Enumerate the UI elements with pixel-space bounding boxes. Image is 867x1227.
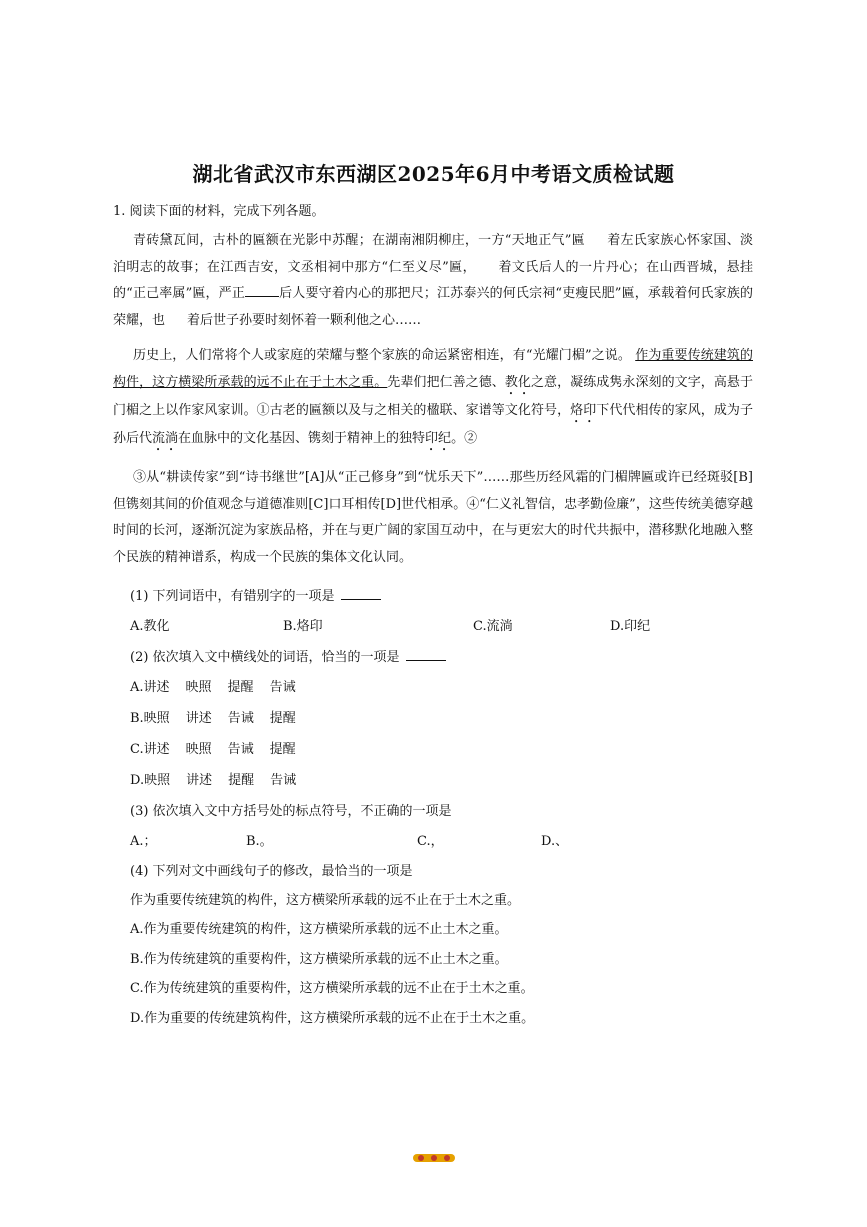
q1-option-d: D.印纪 <box>610 619 651 634</box>
q4-option-d: D.作为重要的传统建筑构件，这方横梁所承载的远不止在于土木之重。 <box>130 1011 535 1026</box>
q2-d-w3: 提醒 <box>228 773 255 788</box>
q1-stem-text: (1) 下列词语中，有错别字的一项是 <box>130 589 335 604</box>
q3-option-d: D.、 <box>541 834 569 849</box>
dotted-word-laoyin: 烙印 <box>570 402 597 418</box>
q1-option-b: B.烙印 <box>283 619 323 634</box>
q2-b-w2: 讲述 <box>185 711 212 726</box>
q3-option-c: C.， <box>417 834 444 849</box>
p1-c: 着文氏后人的一片丹心；在山西晋城，悬挂的“正己率属”匾，严正 <box>113 259 753 301</box>
question-intro: 1. 阅读下面的材料，完成下列各题。 <box>113 204 325 219</box>
p1-d: 后人要守着内心的那把尺；江苏泰兴的何氏宗祠“吏瘦民肥”匾，承载着何氏家族的荣耀，也 <box>113 286 754 328</box>
q2-c-w4: 提醒 <box>269 742 296 757</box>
paragraph-1 <box>113 228 753 334</box>
answer-blank <box>341 587 381 600</box>
dotted-word-liutang: 流淌 <box>152 430 179 446</box>
p2-b: 先辈们把仁善之德、 <box>387 374 505 390</box>
p2-a: 历史上，人们常将个人或家庭的荣耀与整个家族的命运紧密相连，有“光耀门楣”之说。 <box>133 348 631 363</box>
p2-c: 之意，凝练成隽永深刻的文字，高悬于门楣之上以作家风家训。①古老的匾额以及与之相关的楹联、家谱等文化符号， <box>113 374 753 418</box>
underlined-sentence: 作为重要传统建筑的构件，这方横梁所承载的远不止在于土木之重。 <box>113 348 753 390</box>
q3-option-b: B.。 <box>246 834 273 849</box>
q2-d-w4: 告诫 <box>270 773 297 788</box>
q4-stem: (4) 下列对文中画线句子的修改，最恰当的一项是 <box>130 864 413 879</box>
paragraph-2 <box>113 343 753 454</box>
q1-option-c: C.流淌 <box>473 619 513 634</box>
p1-b: 着左氏家族心怀家国、淡泊明志的故事；在江西吉安，文丞相祠中那方“仁至义尽”匾， <box>113 233 753 275</box>
dotted-word-yinji: 印纪 <box>425 430 452 446</box>
footer-logo-icon <box>413 1152 455 1164</box>
q2-c-w2: 映照 <box>185 742 212 757</box>
q4-option-c: C.作为传统建筑的重要构件，这方横梁所承载的远不止在于土木之重。 <box>130 981 534 996</box>
q2-a-w1: A.讲述 <box>130 680 170 695</box>
p1-a: 青砖黛瓦间，古朴的匾额在光影中苏醒；在湖南湘阴柳庄，一方“天地正气”匾 <box>133 233 585 248</box>
q2-b-w3: 告诫 <box>227 711 254 726</box>
q3-option-a: A.； <box>130 834 157 849</box>
q2-a-w3: 提醒 <box>227 680 254 695</box>
q2-option-a <box>130 676 312 695</box>
q4-option-a: A.作为重要传统建筑的构件，这方横梁所承载的远不止土木之重。 <box>130 922 508 937</box>
p1-e: 着后世子孙要时刻怀着一颗利他之心…… <box>187 312 422 328</box>
q2-a-w4: 告诫 <box>269 680 296 695</box>
p2-f: 。② <box>451 430 478 446</box>
q2-stem <box>130 646 446 665</box>
q1-stem <box>130 585 381 604</box>
q2-d-w1: D.映照 <box>130 773 171 788</box>
q2-b-w4: 提醒 <box>269 711 296 726</box>
q2-stem-text: (2) 依次填入文中横线处的词语，恰当的一项是 <box>130 650 400 665</box>
paragraph-3: ③从“耕读传家”到“诗书继世”[A]从“正己修身”到“忧乐天下”……那些历经风霜的门楣牌匾或许已经斑驳[B]但镌刻其间的价值观念与道德准则[C]口耳相传[D]世代相承。④“仁义礼智信，忠孝勤俭廉”，这些传统美德穿越时间的长河，逐渐沉淀为家族品格，并在与更广阔的家国互动中，在与更宏大的时代共振中，潜移默化地融入整个民族的精神谱系，构成一个民族的集体文化认同。 <box>113 470 753 565</box>
page-title: 湖北省武汉市东西湖区2025年6月中考语文质检试题 <box>192 162 675 186</box>
q3-stem: (3) 依次填入文中方括号处的标点符号，不正确的一项是 <box>130 804 452 819</box>
p2-d: 下代代相传的家风，成为子孙后代 <box>113 402 753 446</box>
answer-blank <box>406 648 446 661</box>
q2-b-w1: B.映照 <box>130 711 170 726</box>
dotted-word-jiaohua: 教化 <box>504 374 531 390</box>
q4-original-sentence: 作为重要传统建筑的构件，这方横梁所承载的远不止在于土木之重。 <box>130 893 521 908</box>
q4-option-b: B.作为传统建筑的重要构件，这方横梁所承载的远不止土木之重。 <box>130 952 508 967</box>
q2-option-b <box>130 707 312 726</box>
q2-c-w1: C.讲述 <box>130 742 170 757</box>
q2-c-w3: 告诫 <box>227 742 254 757</box>
q2-option-c <box>130 738 312 757</box>
q2-a-w2: 映照 <box>185 680 212 695</box>
fill-blank-underlined <box>245 284 279 297</box>
p2-e: 在血脉中的文化基因、镌刻于精神上的独特 <box>178 430 426 446</box>
q1-option-a: A.教化 <box>130 619 170 634</box>
q2-option-d <box>130 769 312 788</box>
q2-d-w2: 讲述 <box>186 773 213 788</box>
